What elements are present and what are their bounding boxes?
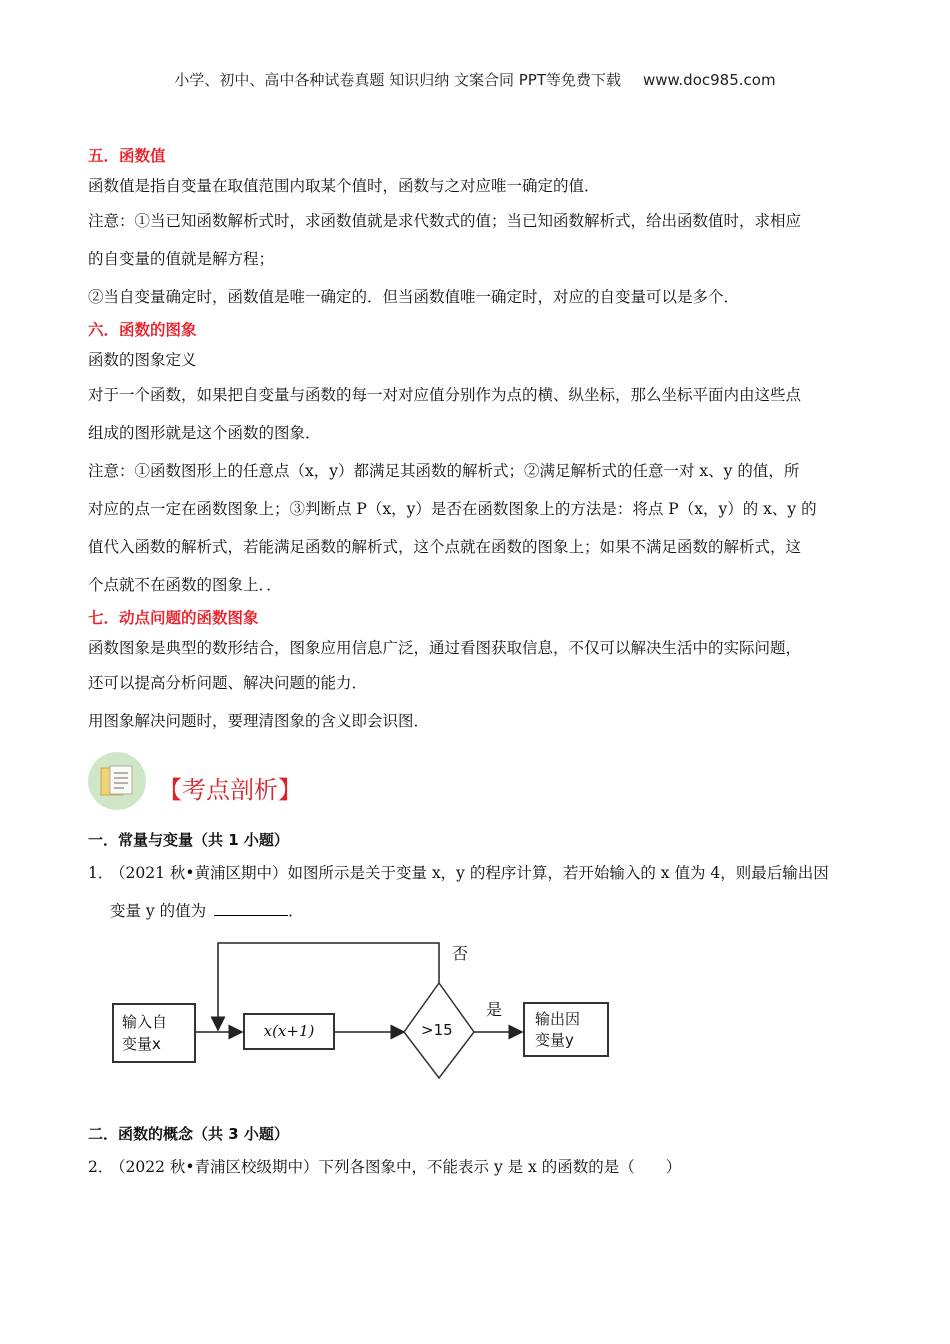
paragraph: 函数的图象定义 bbox=[88, 351, 197, 369]
paragraph: 个点就不在函数的图象上．． bbox=[88, 576, 282, 594]
paragraph: 对应的点一定在函数图象上；③判断点 P（x，y）是否在函数图象上的方法是：将点 P（x，y）的 x、y 的 bbox=[88, 500, 817, 518]
question-end: ． bbox=[288, 902, 304, 920]
paragraph: 注意：①函数图形上的任意点（x，y）都满足其函数的解析式；②满足解析式的任意一对 x、y 的值，所 bbox=[88, 462, 800, 480]
paragraph: ②当自变量确定时，函数值是唯一确定的．但当函数值唯一确定时，对应的自变量可以是多个． bbox=[88, 288, 740, 306]
decision-label: >15 bbox=[421, 1021, 453, 1039]
question-number: 2． bbox=[88, 1158, 114, 1176]
section-title-5: 五．函数值 bbox=[88, 147, 166, 165]
paragraph: 还可以提高分析问题、解决问题的能力． bbox=[88, 674, 368, 692]
question-section-title: 二．函数的概念（共 3 小题） bbox=[88, 1125, 289, 1143]
banner-title: 【考点剖析】 bbox=[158, 776, 302, 804]
paragraph: 值代入函数的解析式，若能满足函数的解析式，这个点就在函数的图象上；如果不满足函数的解析式，这 bbox=[88, 538, 802, 556]
no-label: 否 bbox=[452, 944, 469, 963]
process-label: x(x+1) bbox=[263, 1022, 315, 1040]
yes-label: 是 bbox=[486, 1000, 503, 1019]
question-text: （2021 秋•黄浦区期中）如图所示是关于变量 x，y 的程序计算，若开始输入的 x 值为 4，则最后输出因 bbox=[110, 864, 829, 882]
paragraph: 函数值是指自变量在取值范围内取某个值时，函数与之对应唯一确定的值． bbox=[88, 177, 600, 195]
input-label: 变量x bbox=[122, 1035, 161, 1053]
header-text: 小学、初中、高中各种试卷真题 知识归纳 文案合同 PPT等免费下载 bbox=[174, 71, 621, 89]
exam-analysis-banner bbox=[88, 748, 868, 826]
flowchart bbox=[108, 939, 628, 1084]
question-2 bbox=[88, 1148, 868, 1186]
paragraph: 组成的图形就是这个函数的图象． bbox=[88, 424, 321, 442]
question-section-title: 一．常量与变量（共 1 小题） bbox=[88, 831, 289, 849]
section-title-7: 七．动点问题的函数图象 bbox=[88, 609, 259, 627]
page-header bbox=[0, 69, 950, 90]
question-number: 1． bbox=[88, 864, 114, 882]
paragraph: 的自变量的值就是解方程； bbox=[88, 250, 275, 268]
input-box bbox=[112, 1003, 196, 1063]
answer-blank[interactable] bbox=[214, 901, 288, 916]
paragraph: 注意：①当已知函数解析式时，求函数值就是求代数式的值；当已知函数解析式，给出函数值时，求相应 bbox=[88, 212, 802, 230]
process-box bbox=[243, 1013, 335, 1050]
input-label: 输入自 bbox=[122, 1013, 168, 1031]
paragraph: 对于一个函数，如果把自变量与函数的每一对对应值分别作为点的横、纵坐标，那么坐标平面内由这些点 bbox=[88, 386, 802, 404]
header-url[interactable]: www.doc985.com bbox=[642, 71, 776, 89]
section-title-6: 六．函数的图象 bbox=[88, 321, 197, 339]
question-1 bbox=[88, 854, 868, 892]
document-icon bbox=[88, 752, 146, 810]
paragraph: 函数图象是典型的数形结合，图象应用信息广泛，通过看图获取信息，不仅可以解决生活中的实际问题， bbox=[88, 639, 802, 657]
output-box bbox=[523, 1002, 609, 1057]
paragraph: 用图象解决问题时，要理清图象的含义即会识图． bbox=[88, 712, 430, 730]
output-label: 变量y bbox=[535, 1031, 574, 1049]
output-label: 输出因 bbox=[535, 1010, 581, 1028]
question-text: （2022 秋•青浦区校级期中）下列各图象中，不能表示 y 是 x 的函数的是（ ） bbox=[110, 1158, 682, 1176]
question-1-line2 bbox=[88, 892, 868, 930]
question-text: 变量 y 的值为 bbox=[110, 902, 207, 920]
